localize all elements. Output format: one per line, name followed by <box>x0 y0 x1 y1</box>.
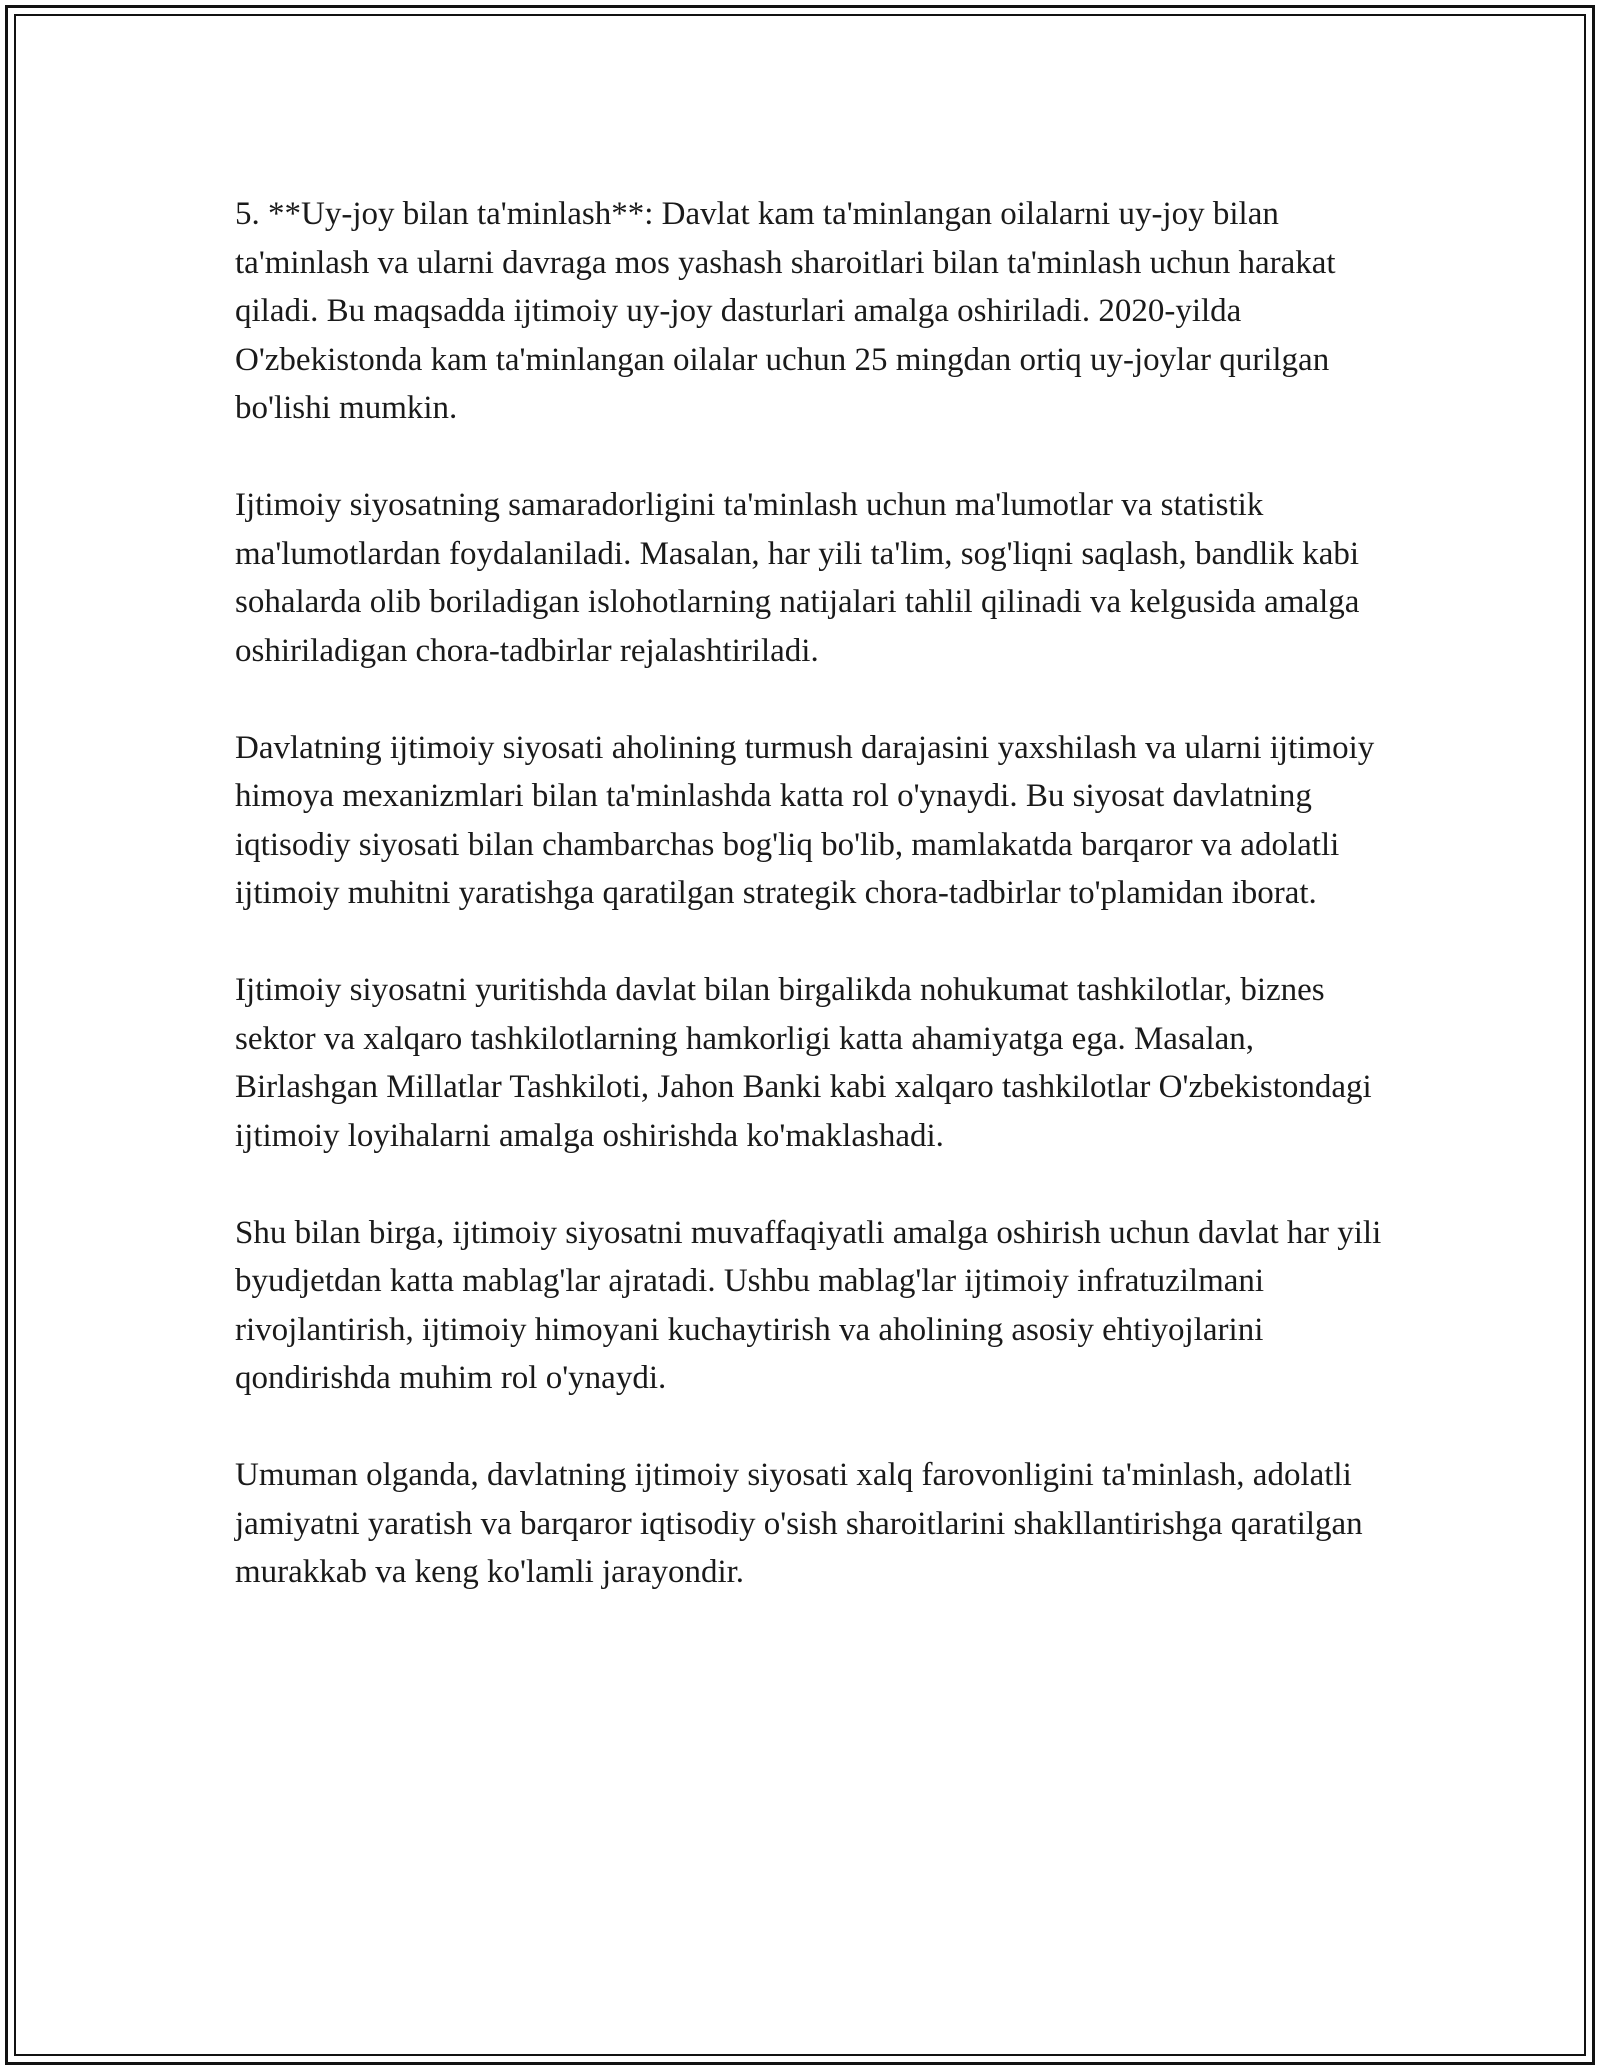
paragraph-social-policy: Davlatning ijtimoiy siyosati aholining turmush darajasini yaxshilash va ularni ijtimoiy himoya mexanizmlari bilan ta'minlashda katta rol o'ynaydi. Bu siyosat davlatning iqtisodiy siyosati bilan chambarchas bog'liq bo'lib, mamlakatda barqaror va adolatli ijtimoiy muhitni yaratishga qaratilgan strategik chora-tadbirlar to'plamidan iborat. <box>235 729 1375 911</box>
paragraph-statistics: Ijtimoiy siyosatning samaradorligini ta'minlash uchun ma'lumotlar va statistik ma'lumotlardan foydalaniladi. Masalan, har yili ta'lim, sog'liqni saqlash, bandlik kabi sohalarda olib boriladigan islohotlarning natijalari tahlil qilinadi va kelgusida amalga oshiriladigan chora-tadbirlar rejalashtiriladi. <box>235 487 1360 669</box>
document-body <box>235 190 1395 1645</box>
paragraph-cooperation: Ijtimoiy siyosatni yuritishda davlat bilan birgalikda nohukumat tashkilotlar, biznes sektor va xalqaro tashkilotlarning hamkorligi katta ahamiyatga ega. Masalan, Birlashgan Millatlar Tashkiloti, Jahon Banki kabi xalqaro tashkilotlar O'zbekistondagi ijtimoiy loyihalarni amalga oshirishda ko'maklashadi. <box>235 972 1372 1154</box>
paragraph-housing: 5. **Uy-joy bilan ta'minlash**: Davlat kam ta'minlangan oilalarni uy-joy bilan ta'minlash va ularni davraga mos yashash sharoitlari bilan ta'minlash uchun harakat qiladi. Bu maqsadda ijtimoiy uy-joy dasturlari amalga oshiriladi. 2020-yilda O'zbekistonda kam ta'minlangan oilalar uchun 25 mingdan ortiq uy-joylar qurilgan bo'lishi mumkin. <box>235 196 1336 426</box>
paragraph-budget: Shu bilan birga, ijtimoiy siyosatni muvaffaqiyatli amalga oshirish uchun davlat har yili byudjetdan katta mablag'lar ajratadi. Ushbu mablag'lar ijtimoiy infratuzilmani rivojlantirish, ijtimoiy himoyani kuchaytirish va aholining asosiy ehtiyojlarini qondirishda muhim rol o'ynaydi. <box>235 1214 1382 1396</box>
paragraph-conclusion: Umuman olganda, davlatning ijtimoiy siyosati xalq farovonligini ta'minlash, adolatli jamiyatni yaratish va barqaror iqtisodiy o'sish sharoitlarini shakllantirishga qaratilgan murakkab va keng ko'lamli jarayondir. <box>235 1457 1363 1590</box>
